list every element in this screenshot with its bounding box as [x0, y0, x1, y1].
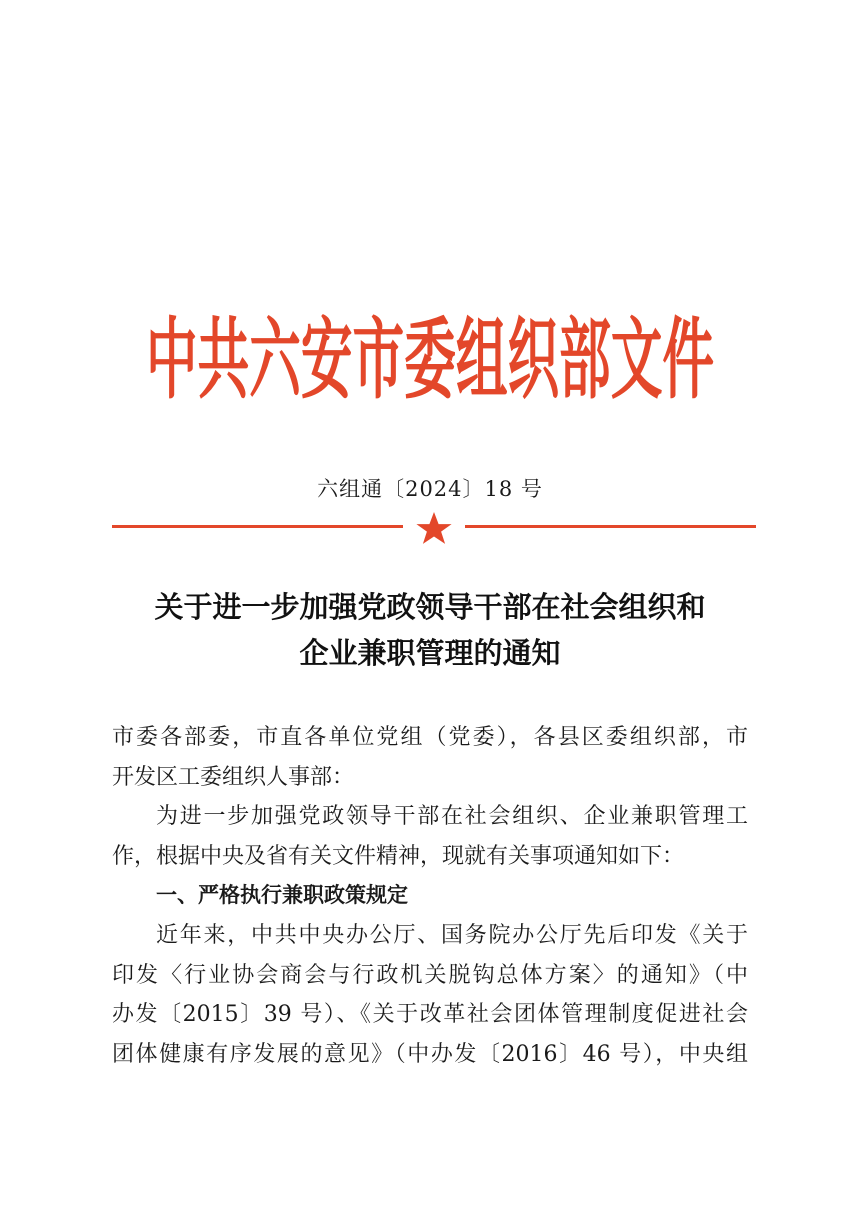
- paragraph-2-line-1: 近年来，中共中央办公厅、国务院办公厅先后印发《关于: [156, 922, 748, 948]
- star-icon: [416, 512, 451, 544]
- paragraph-2-line-3: 办发〔2015〕39 号）、《关于改革社会团体管理制度促进社会: [112, 1002, 748, 1028]
- section-1-heading: 一、严格执行兼职政策规定: [156, 883, 408, 908]
- document-body: [112, 718, 748, 1074]
- divider-line-left: [112, 525, 403, 528]
- divider-line-right: [465, 525, 756, 528]
- addressee-line-2: 开发区工委组织人事部：: [112, 764, 355, 790]
- paragraph-2-line-2: 印发〈行业协会商会与行政机关脱钩总体方案〉的通知》（中: [112, 962, 748, 988]
- issuer-title: 中共六安市委组织部文件: [146, 308, 714, 408]
- document-masthead: [0, 288, 860, 408]
- masthead-title-svg: [130, 288, 730, 408]
- paragraph-1-line-2: 作，根据中央及省有关文件精神，现就有关事项通知如下：: [112, 843, 685, 869]
- paragraph-2-line-4: 团体健康有序发展的意见》（中办发〔2016〕46 号），中央组: [112, 1041, 748, 1067]
- addressee-line-1: 市委各部委，市直各单位党组（党委），各县区委组织部，市: [112, 725, 748, 750]
- document-title: [0, 584, 860, 676]
- document-number: 六组通〔2024〕18 号: [317, 477, 543, 501]
- title-line-1: 关于进一步加强党政领导干部在社会组织和: [154, 590, 706, 624]
- title-line-2: 企业兼职管理的通知: [299, 636, 561, 670]
- paragraph-1-line-1: 为进一步加强党政领导干部在社会组织、企业兼职管理工: [156, 804, 748, 830]
- red-star-divider: [112, 512, 756, 552]
